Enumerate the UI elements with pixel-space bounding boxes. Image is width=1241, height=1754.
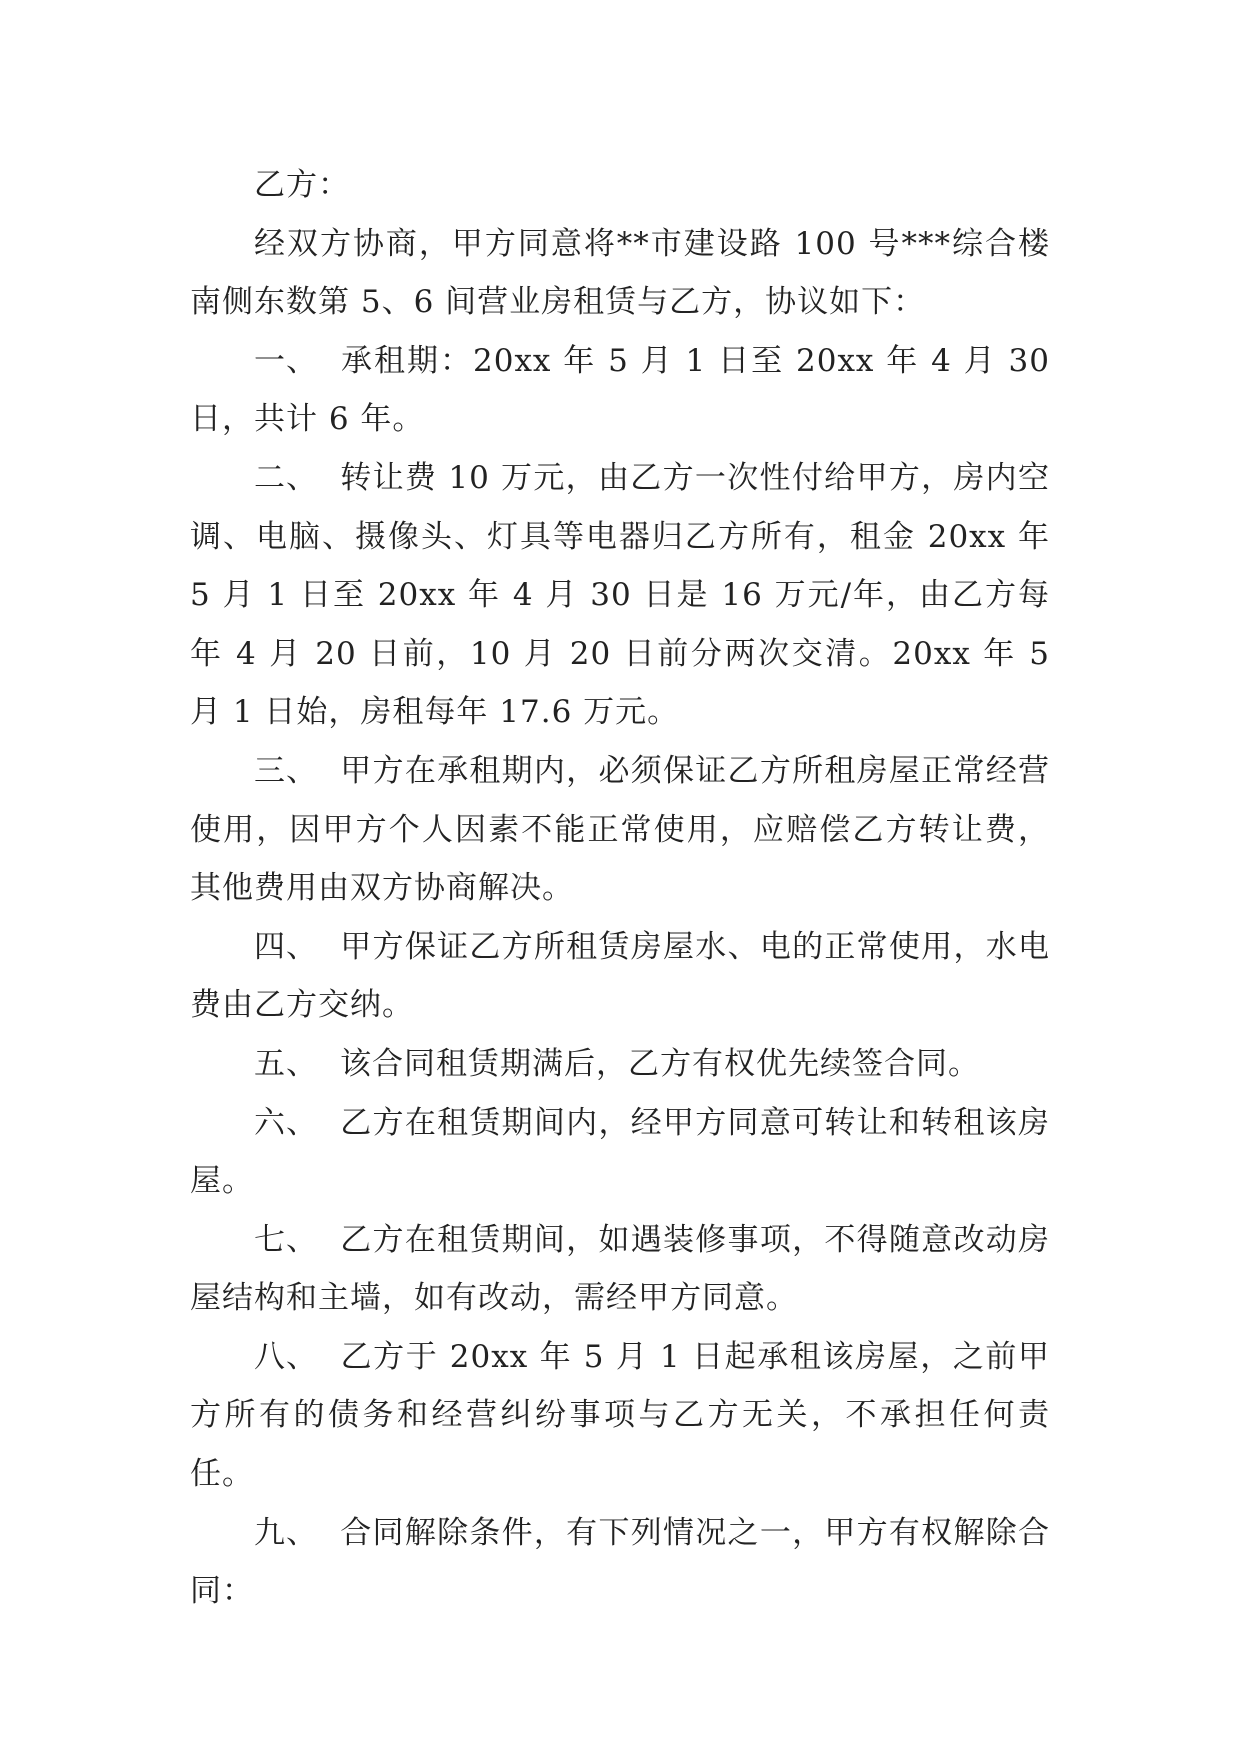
clause-text: 乙方于 20xx 年 5 月 1 日起承租该房屋，之前甲方所有的债务和经营纠纷事项与乙方无关，不承担任何责任。 <box>190 1338 1050 1493</box>
clause-number: 三、 <box>254 752 318 789</box>
clause-text: 乙方在租赁期间内，经甲方同意可转让和转租该房屋。 <box>190 1104 1050 1200</box>
clause-text: 甲方在承租期内，必须保证乙方所租房屋正常经营使用，因甲方个人因素不能正常使用，应赔偿乙方转让费，其他费用由双方协商解决。 <box>190 752 1050 907</box>
clause-text: 甲方保证乙方所租赁房屋水、电的正常使用，水电费由乙方交纳。 <box>190 928 1050 1024</box>
clause-text: 承租期：20xx 年 5 月 1 日至 20xx 年 4 月 30 日，共计 6 年。 <box>190 342 1050 438</box>
clause-number: 七、 <box>254 1221 318 1258</box>
party-b-line <box>190 156 1050 215</box>
clause-8 <box>190 1328 1050 1504</box>
party-b-text: 乙方： <box>254 167 350 203</box>
clause-number: 六、 <box>254 1104 318 1141</box>
document-body <box>190 156 1050 1621</box>
clause-5 <box>190 1035 1050 1094</box>
intro-text: 经双方协商，甲方同意将**市建设路 100 号***综合楼南侧东数第 5、6 间营业房租赁与乙方，协议如下： <box>190 225 1050 321</box>
clause-7 <box>190 1211 1050 1328</box>
clause-text: 转让费 10 万元，由乙方一次性付给甲方，房内空调、电脑、摄像头、灯具等电器归乙方所有，租金 20xx 年 5 月 1 日至 20xx 年 4 月 30 日是 16 万元/年，由乙方每年 4 月 20 日前，10 月 20 日前分两次交清。20xx 年 5 月 1 日始，房租每年 17.6 万元。 <box>190 459 1050 731</box>
clause-number: 二、 <box>254 459 318 496</box>
clause-number: 九、 <box>254 1514 318 1551</box>
clause-text: 该合同租赁期满后，乙方有权优先续签合同。 <box>340 1045 980 1082</box>
clause-1 <box>190 332 1050 449</box>
clause-number: 五、 <box>254 1045 318 1082</box>
clause-2 <box>190 449 1050 742</box>
clause-9 <box>190 1504 1050 1621</box>
intro-paragraph <box>190 215 1050 332</box>
clause-6 <box>190 1094 1050 1211</box>
clause-text: 合同解除条件，有下列情况之一，甲方有权解除合同： <box>190 1514 1050 1610</box>
clause-number: 一、 <box>254 342 318 379</box>
clause-text: 乙方在租赁期间，如遇装修事项，不得随意改动房屋结构和主墙，如有改动，需经甲方同意。 <box>190 1221 1050 1317</box>
clause-4 <box>190 918 1050 1035</box>
clause-3 <box>190 742 1050 918</box>
clause-number: 四、 <box>254 928 318 965</box>
clause-number: 八、 <box>254 1338 318 1375</box>
